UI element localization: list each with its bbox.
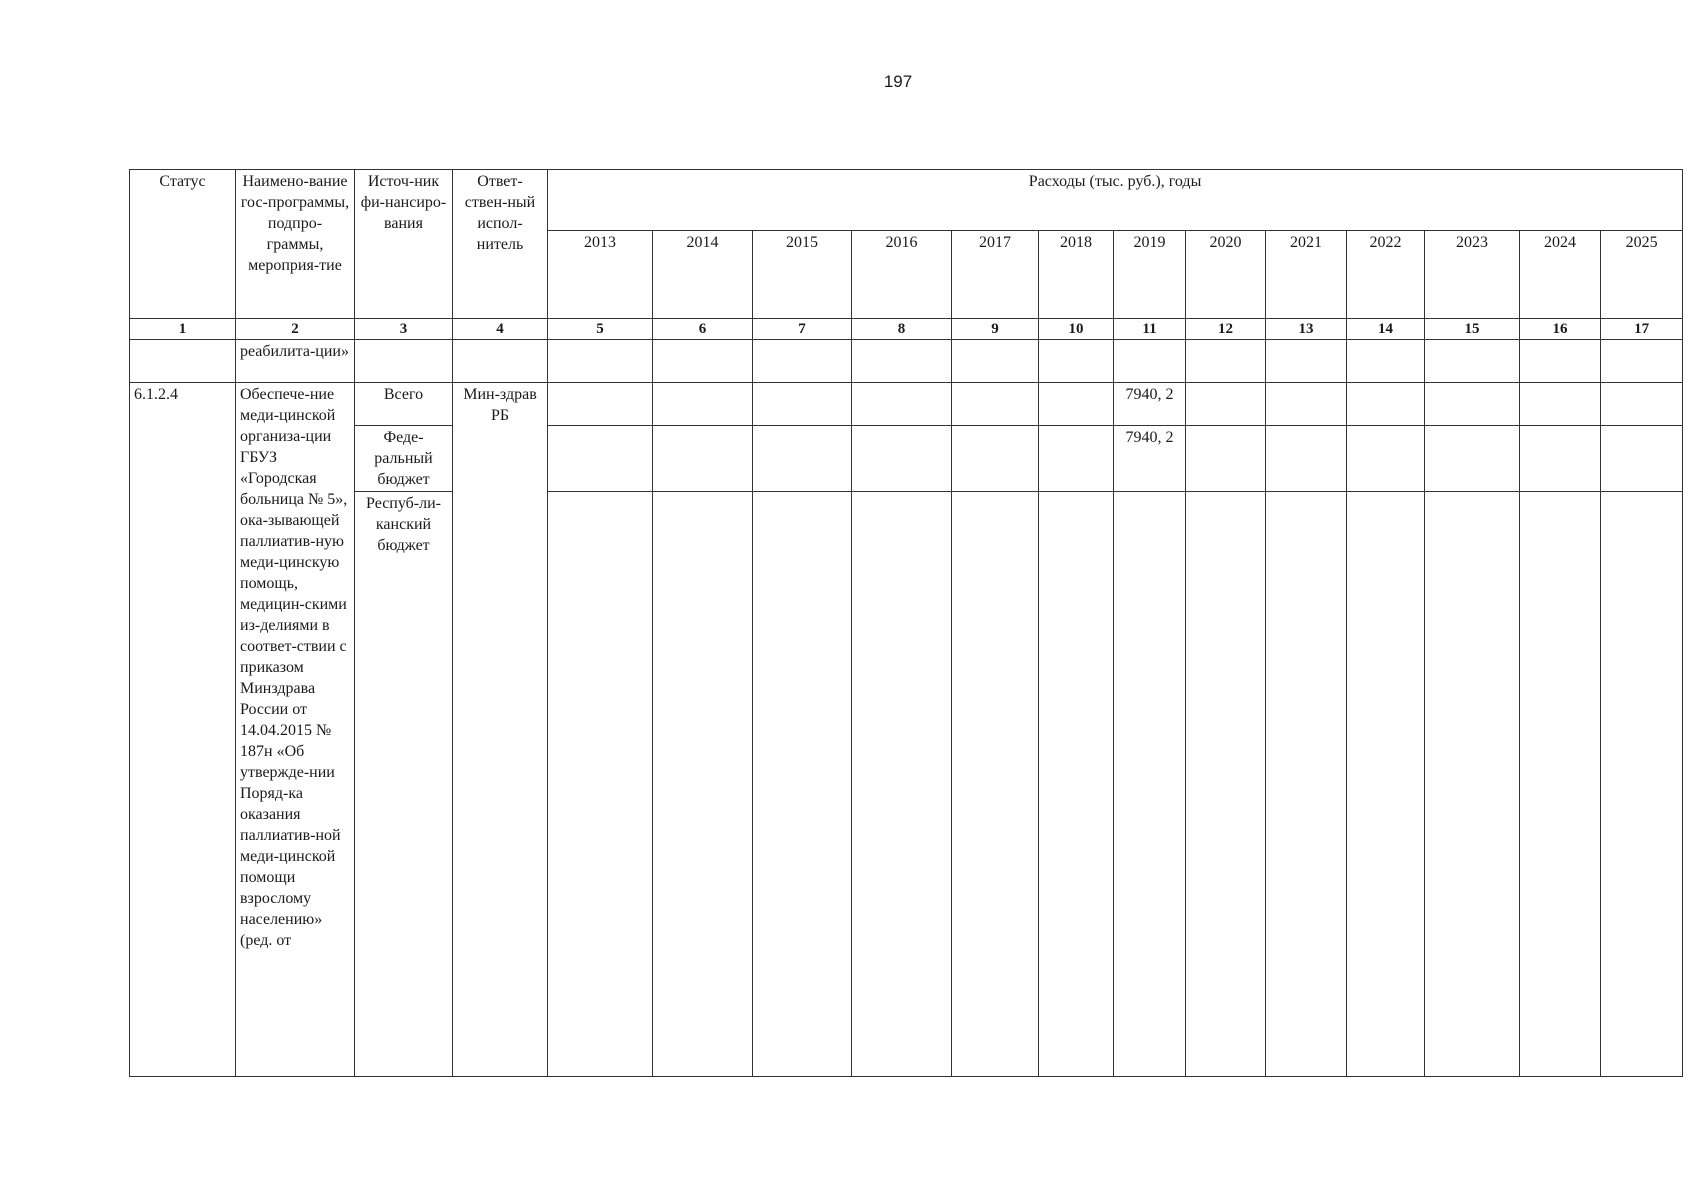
year-cell: 2025 <box>1601 231 1683 319</box>
column-number: 3 <box>355 319 453 340</box>
source-federal: Феде-ральный бюджет <box>355 426 453 492</box>
column-number: 4 <box>453 319 548 340</box>
amount-cell <box>1347 492 1425 1077</box>
page-number: 197 <box>883 72 913 91</box>
cell-empty <box>1114 340 1186 383</box>
amount-cell <box>1347 426 1425 492</box>
amount-cell <box>548 492 653 1077</box>
amount-cell <box>1039 383 1114 426</box>
cell-empty <box>1186 340 1266 383</box>
cell-empty <box>1266 340 1347 383</box>
continuation-row <box>130 340 1683 383</box>
column-number: 9 <box>952 319 1039 340</box>
cell-empty <box>1601 340 1683 383</box>
cell-empty <box>1039 340 1114 383</box>
column-number: 7 <box>753 319 852 340</box>
source-republican: Респуб-ли-канский бюджет <box>355 492 453 1077</box>
amount-cell <box>753 383 852 426</box>
cell-empty <box>952 340 1039 383</box>
amount-cell <box>1266 492 1347 1077</box>
amount-cell <box>653 383 753 426</box>
amount-cell <box>852 426 952 492</box>
header-expenses: Расходы (тыс. руб.), годы <box>548 170 1683 231</box>
column-number: 17 <box>1601 319 1683 340</box>
amount-cell: 7940, 2 <box>1114 383 1186 426</box>
header-status: Статус <box>130 170 236 319</box>
amount-cell <box>1520 383 1601 426</box>
header-executor: Ответ-ствен-ный испол-нитель <box>453 170 548 319</box>
item-status: 6.1.2.4 <box>130 383 236 1077</box>
column-number: 5 <box>548 319 653 340</box>
amount-cell <box>1039 492 1114 1077</box>
amount-cell <box>653 492 753 1077</box>
amount-cell <box>952 383 1039 426</box>
column-number: 1 <box>130 319 236 340</box>
amount-cell <box>1114 492 1186 1077</box>
cell-empty <box>1347 340 1425 383</box>
amount-cell <box>1266 426 1347 492</box>
cell-empty <box>753 340 852 383</box>
column-number: 10 <box>1039 319 1114 340</box>
column-number-row <box>130 319 1683 340</box>
item-row-federal <box>130 426 1683 492</box>
continuation-name: реабилита-ции» <box>236 340 355 383</box>
cell-empty <box>1425 340 1520 383</box>
column-number: 15 <box>1425 319 1520 340</box>
amount-cell <box>1425 426 1520 492</box>
amount-cell <box>1425 492 1520 1077</box>
amount-cell <box>1520 426 1601 492</box>
header-name: Наимено-вание гос-программы, подпро-граммы, мероприя-тие <box>236 170 355 319</box>
amount-cell <box>1601 492 1683 1077</box>
year-cell: 2019 <box>1114 231 1186 319</box>
amount-cell <box>548 426 653 492</box>
header-source: Источ-ник фи-нансиро-вания <box>355 170 453 319</box>
year-cell: 2017 <box>952 231 1039 319</box>
year-cell: 2020 <box>1186 231 1266 319</box>
year-cell: 2016 <box>852 231 952 319</box>
cell-empty <box>130 340 236 383</box>
header-row-top <box>130 170 1683 231</box>
year-cell: 2022 <box>1347 231 1425 319</box>
amount-cell <box>653 426 753 492</box>
cell-empty <box>355 340 453 383</box>
year-cell: 2021 <box>1266 231 1347 319</box>
amount-cell <box>952 426 1039 492</box>
amount-cell <box>852 492 952 1077</box>
amount-cell <box>852 383 952 426</box>
amount-cell <box>952 492 1039 1077</box>
amount-cell <box>1266 383 1347 426</box>
amount-cell <box>548 383 653 426</box>
column-number: 8 <box>852 319 952 340</box>
item-executor: Мин-здрав РБ <box>453 383 548 1077</box>
column-number: 2 <box>236 319 355 340</box>
budget-table <box>129 169 1683 1077</box>
amount-cell <box>1601 383 1683 426</box>
amount-cell: 7940, 2 <box>1114 426 1186 492</box>
amount-cell <box>1186 426 1266 492</box>
column-number: 12 <box>1186 319 1266 340</box>
amount-cell <box>1425 383 1520 426</box>
amount-cell <box>753 492 852 1077</box>
cell-empty <box>653 340 753 383</box>
cell-empty <box>1520 340 1601 383</box>
column-number: 16 <box>1520 319 1601 340</box>
amount-cell <box>1186 383 1266 426</box>
year-cell: 2014 <box>653 231 753 319</box>
cell-empty <box>548 340 653 383</box>
year-cell: 2024 <box>1520 231 1601 319</box>
year-cell: 2013 <box>548 231 653 319</box>
column-number: 14 <box>1347 319 1425 340</box>
amount-cell <box>1347 383 1425 426</box>
amount-cell <box>1039 426 1114 492</box>
column-number: 13 <box>1266 319 1347 340</box>
amount-cell <box>1520 492 1601 1077</box>
item-name: Обеспече-ние меди-цинской организа-ции ГБУЗ «Городская больница № 5», ока-зывающей паллиатив-ную меди-цинскую помощь, медицин-скими из-делиями в соответ-ствии с приказом Минздрава России от 14.04.2015 № 187н «Об утвержде-нии Поряд-ка оказания паллиатив-ной меди-цинской помощи взрослому населению» (ред. от <box>236 383 355 1077</box>
amount-cell <box>753 426 852 492</box>
amount-cell <box>1186 492 1266 1077</box>
cell-empty <box>852 340 952 383</box>
amount-cell <box>1601 426 1683 492</box>
source-total: Всего <box>355 383 453 426</box>
item-row-republican <box>130 492 1683 1077</box>
item-row-total <box>130 383 1683 426</box>
year-cell: 2023 <box>1425 231 1520 319</box>
cell-empty <box>453 340 548 383</box>
column-number: 6 <box>653 319 753 340</box>
year-cell: 2018 <box>1039 231 1114 319</box>
column-number: 11 <box>1114 319 1186 340</box>
year-cell: 2015 <box>753 231 852 319</box>
